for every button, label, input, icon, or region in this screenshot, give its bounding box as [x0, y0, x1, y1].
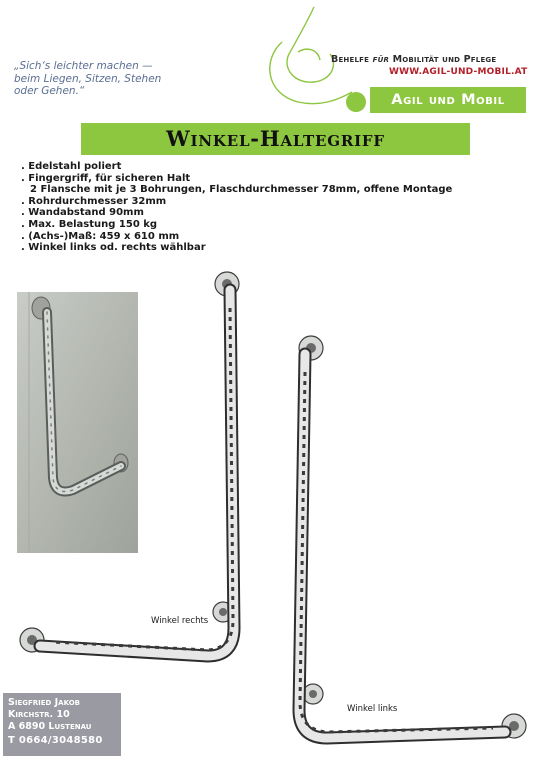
contact-city: A 6890 Lustenau	[8, 721, 92, 732]
grab-bar-right-illustration	[12, 268, 248, 668]
feature-item: . Rohrdurchmesser 32mm	[21, 195, 167, 207]
brand-banner: Agil und Mobil	[370, 87, 526, 113]
website-link[interactable]: WWW.AGIL-UND-MOBIL.AT	[389, 67, 528, 77]
feature-item: . Max. Belastung 150 kg	[21, 218, 158, 230]
feature-item: . Edelstahl poliert	[21, 161, 122, 172]
contact-street: Kirchstr. 10	[8, 709, 70, 720]
feature-item: . Fingergriff, für sicheren Halt	[21, 172, 191, 184]
feature-item: . (Achs-)Maß: 459 x 610 mm	[21, 230, 180, 242]
feature-list	[21, 161, 452, 254]
caption-winkel-links: Winkel links	[347, 704, 398, 714]
tagline	[331, 54, 496, 65]
contact-phone: T 0664/3048580	[8, 735, 103, 746]
feature-item: 2 Flansche mit je 3 Bohrungen, Flaschdurchmesser 78mm, offene Montage	[30, 184, 453, 196]
tagline-part1: Behelfe	[331, 54, 373, 65]
feature-item: . Wandabstand 90mm	[21, 207, 144, 219]
caption-winkel-rechts: Winkel rechts	[151, 616, 209, 626]
tagline-part2: Mobilität und Pflege	[389, 54, 497, 65]
contact-address	[3, 693, 121, 756]
grab-bar-left-illustration	[283, 330, 533, 750]
contact-name: Siegfried Jakob	[8, 697, 80, 708]
feature-item: . Winkel links od. rechts wählbar	[21, 242, 206, 254]
page-title: Winkel-Haltegriff	[166, 126, 385, 151]
title-banner	[81, 123, 470, 155]
slogan: „Sich‘s leichter machen — beim Liegen, Sitzen, Stehen oder Gehen.“	[14, 60, 162, 97]
tagline-emphasis: für	[372, 54, 390, 65]
